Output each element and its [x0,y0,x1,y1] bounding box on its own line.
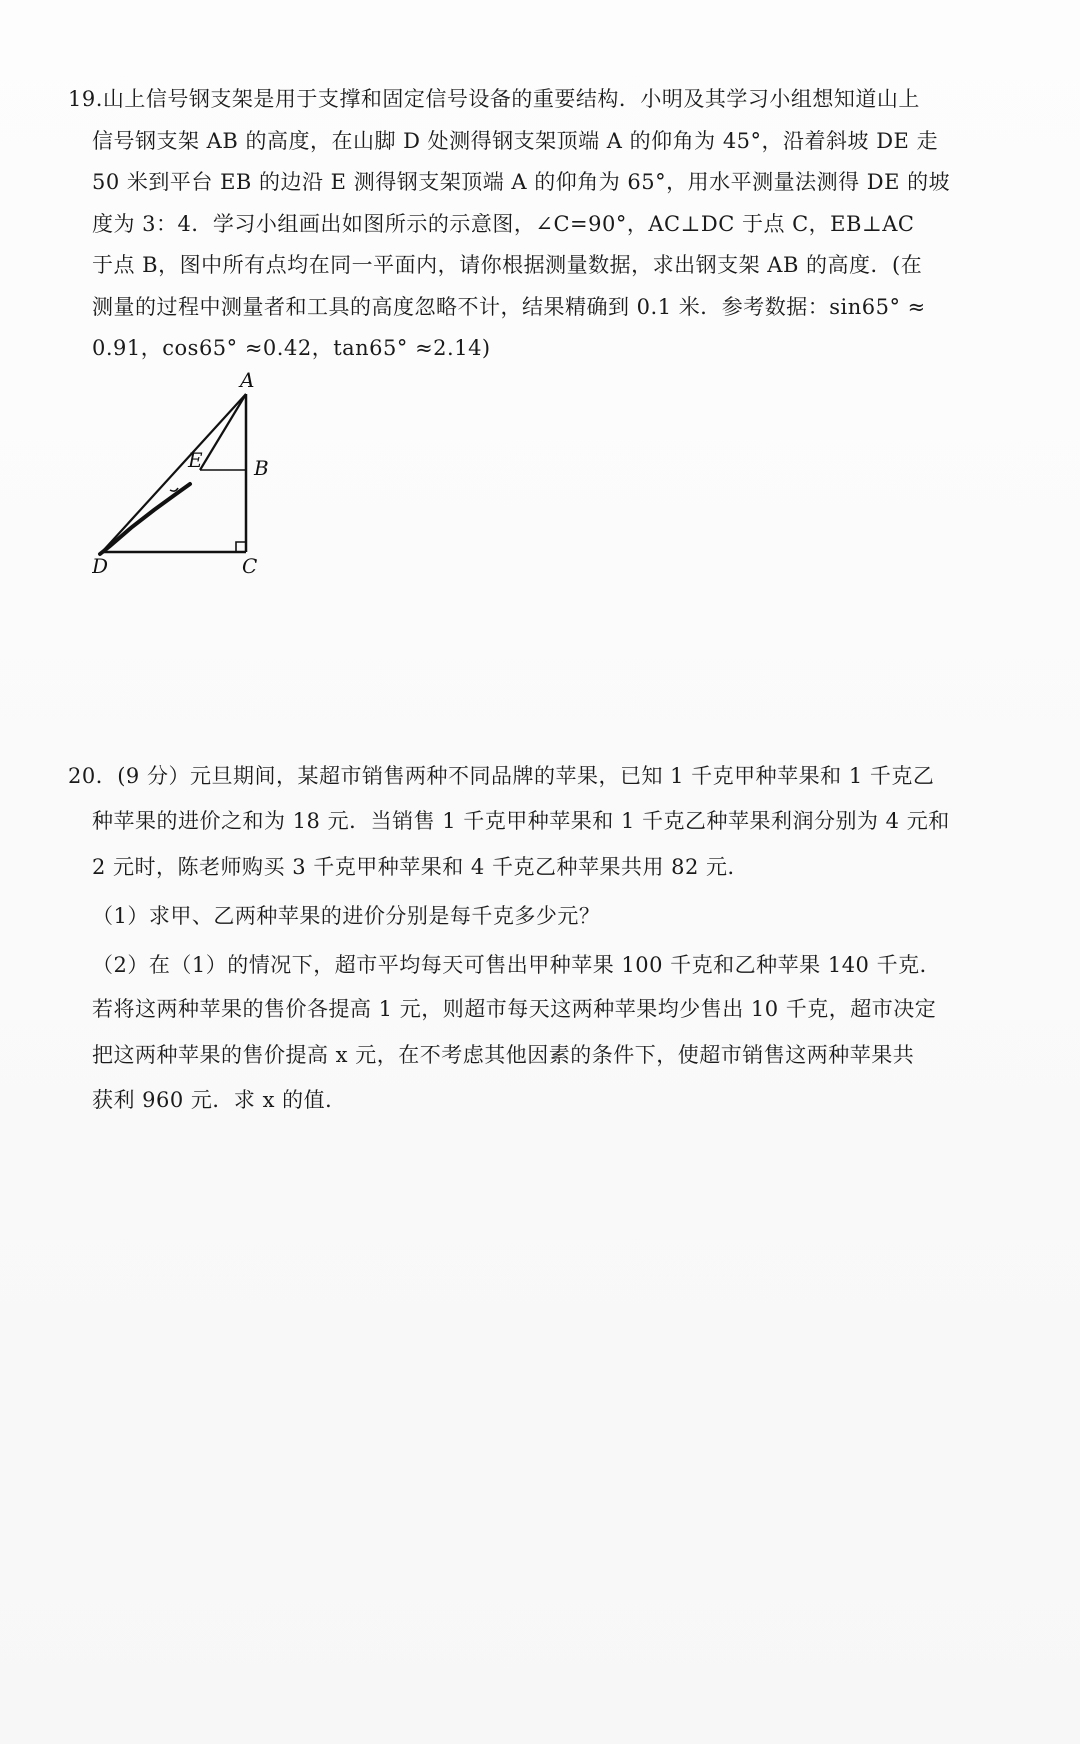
q19-line-7: 0.91，cos65° ≈0.42，tan65° ≈2.14) [92,336,491,360]
q19-line-1: 19.山上信号钢支架是用于支撑和固定信号设备的重要结构．小明及其学习小组想知道山上 [68,87,920,111]
q19-line-6: 测量的过程中测量者和工具的高度忽略不计，结果精确到 0.1 米．参考数据：sin65° ≈ [92,295,926,319]
q19-line-3: 50 米到平台 EB 的边沿 E 测得钢支架顶端 A 的仰角为 65°，用水平测量法测得 DE 的坡 [92,170,951,194]
sight-line-da [102,394,246,552]
q19-line-4: 度为 3：4．学习小组画出如图所示的示意图，∠C=90°，AC⊥DC 于点 C，EB⊥AC [92,212,915,236]
slope-mark [170,488,178,491]
label-a: A [240,372,255,392]
label-c: C [242,554,258,577]
label-d: D [92,554,109,577]
slope-de [100,484,190,554]
q20-line-8: 获利 960 元．求 x 的值． [92,1088,347,1112]
q19-line-2: 信号钢支架 AB 的高度，在山脚 D 处测得钢支架顶端 A 的仰角为 45°，沿着斜坡 DE 走 [92,129,939,153]
q19-line-5: 于点 B，图中所有点均在同一平面内，请你根据测量数据，求出钢支架 AB 的高度．(在 [92,253,923,277]
q20-subquestion-1: （1）求甲、乙两种苹果的进价分别是每千克多少元？ [92,904,601,928]
label-e: E [188,448,203,472]
right-angle-mark [236,542,246,552]
q20-line-3: 2 元时，陈老师购买 3 千克甲种苹果和 4 千克乙种苹果共用 82 元． [92,855,750,879]
q20-line-1: 20．(9 分）元旦期间，某超市销售两种不同品牌的苹果，已知 1 千克甲种苹果和 1 千克乙 [68,764,935,788]
triangle-diagram [92,372,282,577]
sight-line-ea [200,394,246,470]
q20-line-2: 种苹果的进价之和为 18 元．当销售 1 千克甲种苹果和 1 千克乙种苹果利润分别为 4 元和 [92,809,950,833]
q20-line-7: 把这两种苹果的售价提高 x 元，在不考虑其他因素的条件下，使超市销售这两种苹果共 [92,1043,915,1067]
q20-subquestion-2: （2）在（1）的情况下，超市平均每天可售出甲种苹果 100 千克和乙种苹果 140 千克． [92,953,942,977]
label-b: B [254,456,269,480]
q20-line-6: 若将这两种苹果的售价各提高 1 元，则超市每天这两种苹果均少售出 10 千克，超市决定 [92,997,937,1021]
